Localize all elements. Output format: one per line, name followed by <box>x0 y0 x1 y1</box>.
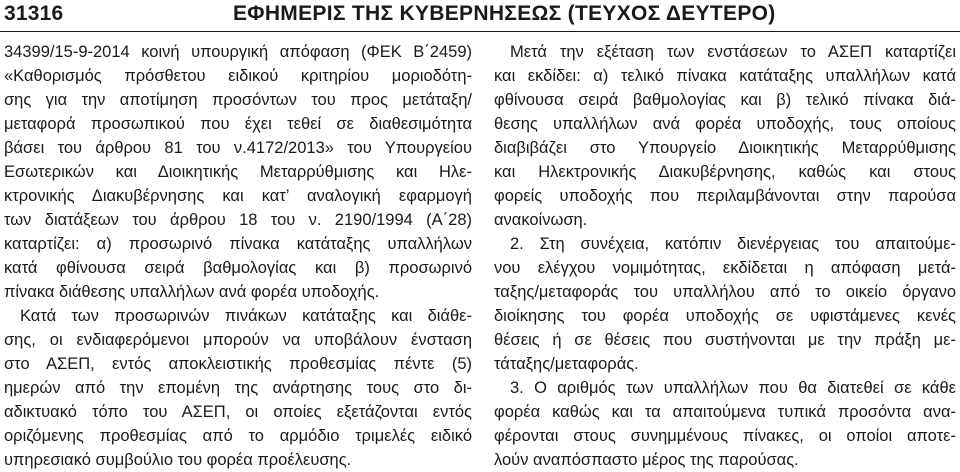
header-rule <box>0 31 960 32</box>
text-line: φέρονται στους συνημμένους πίνακες, οι οποίοι αποτε- <box>494 427 956 445</box>
text-line: οριζόμενης προθεσμίας από το αρμόδιο τριμελές ειδικό <box>4 427 472 445</box>
text-line: και εκδίδει: α) τελικό πίνακα κατάταξης υπαλλήλων κατά <box>494 67 956 85</box>
left-column <box>4 40 472 472</box>
text-line: πίνακα διάθεσης υπαλλήλων ανά φορέα υποδοχής. <box>4 283 380 301</box>
text-line: υπηρεσιακό συμβούλιο του φορέα προέλευσης. <box>4 451 352 469</box>
text-line: σης, οι ενδιαφερόμενοι μπορούν να υποβάλουν ένσταση <box>4 331 472 349</box>
text-line: θέσεις ή σε θέσεις που συστήνονται με την πράξη με- <box>494 331 956 349</box>
text-line: κτρονικής Διακυβέρνησης και κατ’ αναλογική εφαρμογή <box>4 187 472 205</box>
text-line: Κατά των προσωρινών πινάκων κατάταξης και διάθε- <box>20 307 472 325</box>
text-line: φορείς υποδοχής που περιλαμβάνονται στην παρούσα <box>494 187 956 205</box>
text-line: διαβιβάζει στο Υπουργείο Διοικητικής Μεταρρύθμισης <box>494 139 956 157</box>
text-line: λούν αναπόσπαστο μέρος της παρούσας. <box>494 451 799 469</box>
text-line: διοίκησης του φορέα υποδοχής σε υφιστάμενες κενές <box>494 307 956 325</box>
text-line: 2. Στη συνέχεια, κατόπιν διενέργειας του απαιτούμε- <box>510 235 956 253</box>
text-line: Μετά την εξέταση των ενστάσεων το ΑΣΕΠ καταρτίζει <box>510 43 956 61</box>
text-line: 3. Ο αριθμός των υπαλλήλων που θα διατεθεί σε κάθε <box>510 379 956 397</box>
text-line: καταρτίζει: α) προσωρινό πίνακα κατάταξης υπαλλήλων <box>4 235 472 253</box>
text-line: αδικτυακό τόπο του ΑΣΕΠ, οι οποίες εξετάζονται εντός <box>4 403 472 421</box>
text-line: φθίνουσα σειρά βαθμολογίας και β) τελικό πίνακα διά- <box>494 91 956 109</box>
text-line: των διατάξεων του άρθρου 18 του ν. 2190/1994 (Α΄28) <box>4 211 472 229</box>
text-line: φορέα καθώς και τα απαιτούμενα τυπικά προσόντα ανα- <box>494 403 956 421</box>
journal-title: ΕΦΗΜΕΡΙΣ ΤΗΣ ΚΥΒΕΡΝΗΣΕΩΣ (ΤΕΥΧΟΣ ΔΕΥΤΕΡΟ) <box>233 2 776 25</box>
text-line: και Ηλεκτρονικής Διακυβέρνησης, καθώς και στους <box>494 163 956 181</box>
text-line: Εσωτερικών και Διοικητικής Μεταρρύθμισης και Ηλε- <box>4 163 472 181</box>
page-header <box>0 0 960 32</box>
text-line: μεταφορά προσωπικού που έχει τεθεί σε διαθεσιμότητα <box>4 115 472 133</box>
text-line: ανακοίνωση. <box>494 211 588 229</box>
text-line: στο ΑΣΕΠ, εντός αποκλειστικής προθεσμίας πέντε (5) <box>4 355 472 373</box>
text-line: 34399/15-9-2014 κοινή υπουργική απόφαση (ΦΕΚ Β΄2459) <box>4 43 472 61</box>
text-line: σης για την αποτίμηση προσόντων του προς μετάταξη/ <box>4 91 472 109</box>
text-line: ταξης/μεταφοράς του υπαλλήλου από το οικείο όργανο <box>494 283 956 301</box>
text-line: θεσης υπαλλήλων ανά φορέα υποδοχής, τους οποίους <box>494 115 956 133</box>
text-line: ημερών από την επομένη της ανάρτησης τους στο δι- <box>4 379 472 397</box>
text-line: νου ελέγχου νομιμότητας, εκδίδεται η απόφαση μετά- <box>494 259 956 277</box>
text-line: κατά φθίνουσα σειρά βαθμολογίας και β) προσωρινό <box>4 259 472 277</box>
page-number: 31316 <box>4 2 64 25</box>
text-line: τάταξης/μεταφοράς. <box>494 355 639 373</box>
right-column <box>494 40 956 472</box>
text-line: «Καθορισμός πρόσθετου ειδικού κριτηρίου μοριοδότη- <box>4 67 472 85</box>
text-line: βάσει του άρθρου 81 του ν.4172/2013» του Υπουργείου <box>4 139 472 157</box>
